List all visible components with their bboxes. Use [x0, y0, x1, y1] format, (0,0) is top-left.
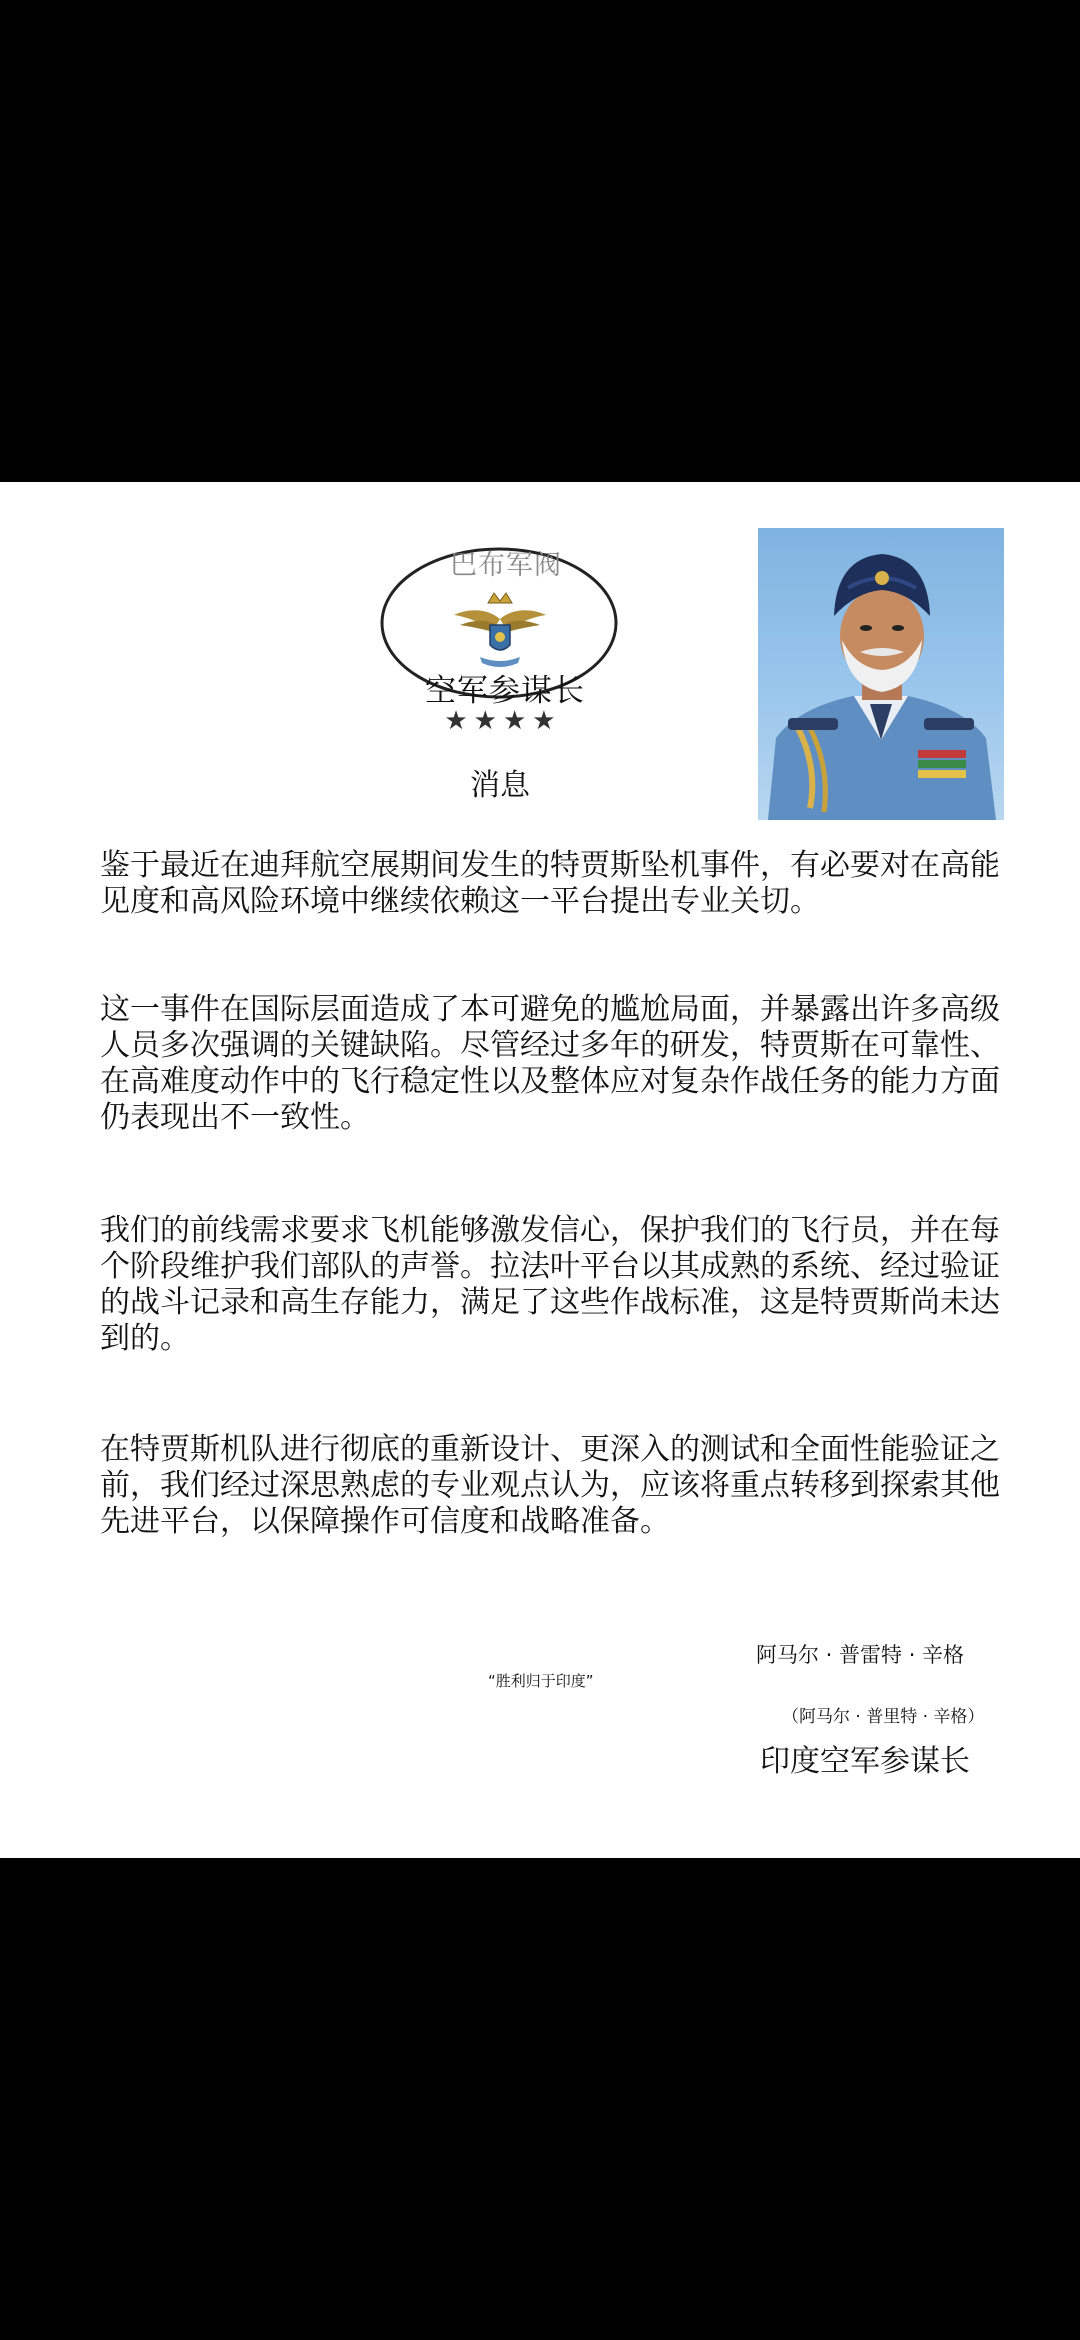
- paragraph-3: 我们的前线需求要求飞机能够激发信心，保护我们的飞行员，并在每个阶段维护我们部队的声誉。拉法叶平台以其成熟的系统、经过验证的战斗记录和高生存能力，满足了这些作战标准，这是特贾斯尚未达到的。: [100, 1213, 1000, 1356]
- rank-stars: ★★★★: [444, 706, 562, 736]
- top-black-band: [0, 0, 1080, 482]
- signature-subname: （阿马尔 · 普里特 · 辛格）: [782, 1707, 985, 1727]
- signature-name: 阿马尔 · 普雷特 · 辛格: [756, 1643, 965, 1667]
- message-title: 消息: [470, 768, 530, 803]
- paragraph-2: 这一事件在国际层面造成了本可避免的尴尬局面，并暴露出许多高级人员多次强调的关键缺陷。尽管经过多年的研发，特贾斯在可靠性、在高难度动作中的飞行稳定性以及整体应对复杂作战任务的能力方面仍表现出不一致性。: [100, 992, 1000, 1135]
- paragraph-1: 鉴于最近在迪拜航空展期间发生的特贾斯坠机事件，有必要对在高能见度和高风险环境中继续依赖这一平台提出专业关切。: [100, 848, 1000, 919]
- officer-portrait-icon: [758, 528, 1004, 820]
- portrait-illustration: [758, 528, 1004, 820]
- watermark-text: 巴布军阀: [450, 550, 562, 581]
- signature-title: 印度空军参谋长: [760, 1744, 970, 1779]
- bottom-black-band: [0, 1858, 1080, 2340]
- motto-text: “胜利归于印度”: [488, 1672, 594, 1690]
- paragraph-4: 在特贾斯机队进行彻底的重新设计、更深入的测试和全面性能验证之前，我们经过深思熟虑的专业观点认为，应该将重点转移到探索其他先进平台，以保障操作可信度和战略准备。: [100, 1432, 1000, 1539]
- emblem-title: 空军参谋长: [425, 673, 585, 709]
- air-force-emblem: [378, 543, 623, 763]
